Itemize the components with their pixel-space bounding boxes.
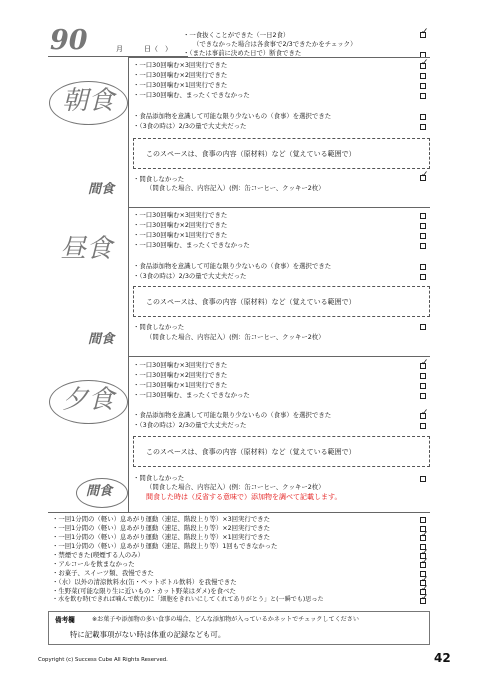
breakfast-chew-checkbox-2[interactable] xyxy=(420,83,426,89)
dinner-chew-0: ・ 一口30回噛む×3回実行できた xyxy=(133,361,227,369)
remarks-label: 備考欄 xyxy=(55,616,75,624)
remarks-line1: ※お菓子や添加物の多い食事の場合、どんな添加物が入っているかネットでチェックしてください xyxy=(92,616,359,623)
footer-checkbox-5[interactable] xyxy=(420,562,426,568)
dinner-notes-box[interactable] xyxy=(133,436,430,467)
dinner-chew-3: ・ 一口30回噛む、まったくできなかった xyxy=(133,391,250,399)
lunch-chew-checkbox-1[interactable] xyxy=(420,223,426,229)
snack-2-line1: ・ 間食しなかった xyxy=(133,474,184,482)
lunch-extra-1: ・ （3食の時は）2/3の量で大丈夫だった xyxy=(133,272,246,280)
dinner-chew-checkbox-2[interactable] xyxy=(420,383,426,389)
dinner-top-rule xyxy=(128,356,430,357)
lunch-chew-2: ・ 一口30回噛む×1回実行できた xyxy=(133,231,227,239)
footer-item-5: ・ アルコールを飲まなかった xyxy=(52,560,135,568)
lunch-chew-checkbox-3[interactable] xyxy=(420,243,426,249)
breakfast-extra-checkbox-1[interactable] xyxy=(420,124,426,130)
header-item-2: ・ （または事前に決めた日で）断食できた xyxy=(183,49,301,57)
breakfast-extra-checkbox-0[interactable] xyxy=(420,114,426,120)
footer-item-9: ・ 水を飲む時(できれば噛んで飲む)に「細胞をきれいにしてくれてありがとう」と(一瞬でも)思った xyxy=(52,596,324,604)
month-label: 月 xyxy=(116,45,123,53)
snack-1-line2: （間食した場合、内容記入）(例：缶コーヒー、クッキー2枚） xyxy=(146,333,325,341)
lunch-notes-box[interactable] xyxy=(133,286,430,317)
day-number: 90 xyxy=(50,25,88,56)
lunch-extra-checkbox-1[interactable] xyxy=(420,274,426,280)
breakfast-chew-3: ・ 一口30回噛む、まったくできなかった xyxy=(133,91,250,99)
lunch-chew-1: ・ 一口30回噛む×2回実行できた xyxy=(133,221,227,229)
dinner-extra-checkbox-1[interactable] xyxy=(420,423,426,429)
dinner-extra-checkbox-0[interactable] xyxy=(420,413,426,419)
snack-label-0: 間食 xyxy=(88,182,115,197)
footer-item-7: ・ （水）以外の清涼飲料水(缶・ペットボトル飲料）を我慢できた xyxy=(52,578,237,586)
lunch-chew-checkbox-0[interactable] xyxy=(420,213,426,219)
snack-checkbox-0[interactable] xyxy=(420,175,426,181)
dinner-label: 夕食 xyxy=(62,385,115,415)
dinner-notes-hint: このスペースは、食事の内容（原材料）など（覚えている範囲で） xyxy=(146,447,356,456)
footer-item-1: ・ 一回1分間の（軽い）息あがり運動（速足、階段上り等）×2回実行できた xyxy=(52,524,270,532)
footer-item-4: ・ 禁煙できた(喫煙する人のみ） xyxy=(52,551,144,559)
lunch-chew-3: ・ 一口30回噛む、まったくできなかった xyxy=(133,241,250,249)
breakfast-chew-0: ・ 一口30回噛む×3回実行できた xyxy=(133,61,227,69)
breakfast-notes-hint: このスペースは、食事の内容（原材料）など（覚えている範囲で） xyxy=(146,149,356,158)
dinner-extra-0: ・ 食品添加物を意識して可能な限り少ないもの（食事）を選択できた xyxy=(133,411,331,419)
lunch-chew-0: ・ 一口30回噛む×3回実行できた xyxy=(133,211,227,219)
breakfast-extra-0: ・ 食品添加物を意識して可能な限り少ないもの（食事）を選択できた xyxy=(133,112,331,120)
footer-item-2: ・ 一回1分間の（軽い）息あがり運動（速足、階段上り等）×1回実行できた xyxy=(52,533,270,541)
lunch-extra-checkbox-0[interactable] xyxy=(420,264,426,270)
dinner-chew-checkbox-0[interactable] xyxy=(420,363,426,369)
dinner-chew-2: ・ 一口30回噛む×1回実行できた xyxy=(133,381,227,389)
lunch-extra-0: ・ 食品添加物を意識して可能な限り少ないもの（食事）を選択できた xyxy=(133,262,331,270)
breakfast-extra-1: ・ （3食の時は）2/3の量で大丈夫だった xyxy=(133,122,246,130)
snack-2-line2: （間食した場合、内容記入）(例：缶コーヒー、クッキー2枚） xyxy=(146,483,325,491)
snack-label-2: 間食 xyxy=(86,484,113,499)
dinner-chew-checkbox-3[interactable] xyxy=(420,393,426,399)
footer-checkbox-2[interactable] xyxy=(420,535,426,541)
snack-label-1: 間食 xyxy=(88,332,115,347)
breakfast-chew-2: ・ 一口30回噛む×1回実行できた xyxy=(133,81,227,89)
lunch-chew-checkbox-2[interactable] xyxy=(420,233,426,239)
snack-0-line1: ・ 間食しなかった xyxy=(133,175,184,183)
header-item-1: （できなかった場合は各食事で2/3できたかをチェック） xyxy=(193,40,357,48)
dinner-chew-1: ・ 一口30回噛む×2回実行できた xyxy=(133,371,227,379)
dinner-chew-checkbox-1[interactable] xyxy=(420,373,426,379)
snack-0-line2: （間食した場合、内容記入）(例：缶コーヒー、クッキー2枚） xyxy=(146,184,325,192)
left-column-divider xyxy=(128,57,129,512)
page-number: 42 xyxy=(434,651,451,665)
footer-item-3: ・ 一回1分間の（軽い）息あがり運動（速足、階段上り等）1回もできなかった xyxy=(52,542,277,550)
breakfast-chew-checkbox-0[interactable] xyxy=(420,63,426,69)
snack-2-note: 間食した時は（反省する意味で）添加物を調べて記載します。 xyxy=(146,493,342,501)
snack-1-line1: ・ 間食しなかった xyxy=(133,323,184,331)
breakfast-chew-checkbox-1[interactable] xyxy=(420,73,426,79)
lunch-label: 昼食 xyxy=(60,234,113,264)
footer-item-6: ・ お菓子、スイーツ類、我慢できた xyxy=(52,569,154,577)
footer-checkbox-0[interactable] xyxy=(420,517,426,523)
breakfast-chew-checkbox-3[interactable] xyxy=(420,93,426,99)
footer-checkbox-9[interactable] xyxy=(420,598,426,604)
lunch-notes-hint: このスペースは、食事の内容（原材料）など（覚えている範囲で） xyxy=(146,297,356,306)
lunch-top-rule xyxy=(128,207,430,208)
header-checkbox-0[interactable] xyxy=(420,32,426,38)
breakfast-chew-1: ・ 一口30回噛む×2回実行できた xyxy=(133,71,227,79)
footer-item-0: ・ 一回1分間の（軽い）息あがり運動（速足、階段上り等）×3回実行できた xyxy=(52,515,270,523)
breakfast-label: 朝食 xyxy=(62,86,115,116)
footer-top-rule xyxy=(48,512,430,513)
day-label: 日（ ） xyxy=(144,45,172,53)
header-item-0: ・ 一食抜くことができた（一日2食） xyxy=(183,31,289,39)
breakfast-top-rule xyxy=(128,57,430,58)
copyright: Copyright (c) Success Cube All Rights Reserved. xyxy=(38,657,168,663)
breakfast-notes-box[interactable] xyxy=(133,138,430,169)
snack-checkbox-2[interactable] xyxy=(420,476,426,482)
remarks-line2: 特に記載事項がない時は体重の記録なども可。 xyxy=(70,630,226,639)
snack-checkbox-1[interactable] xyxy=(420,324,426,330)
footer-item-8: ・ 生野菜(可能な限り生に近いもの・カット野菜はダメ)を食べた xyxy=(52,587,236,595)
dinner-extra-1: ・ （3食の時は）2/3の量で大丈夫だった xyxy=(133,421,246,429)
